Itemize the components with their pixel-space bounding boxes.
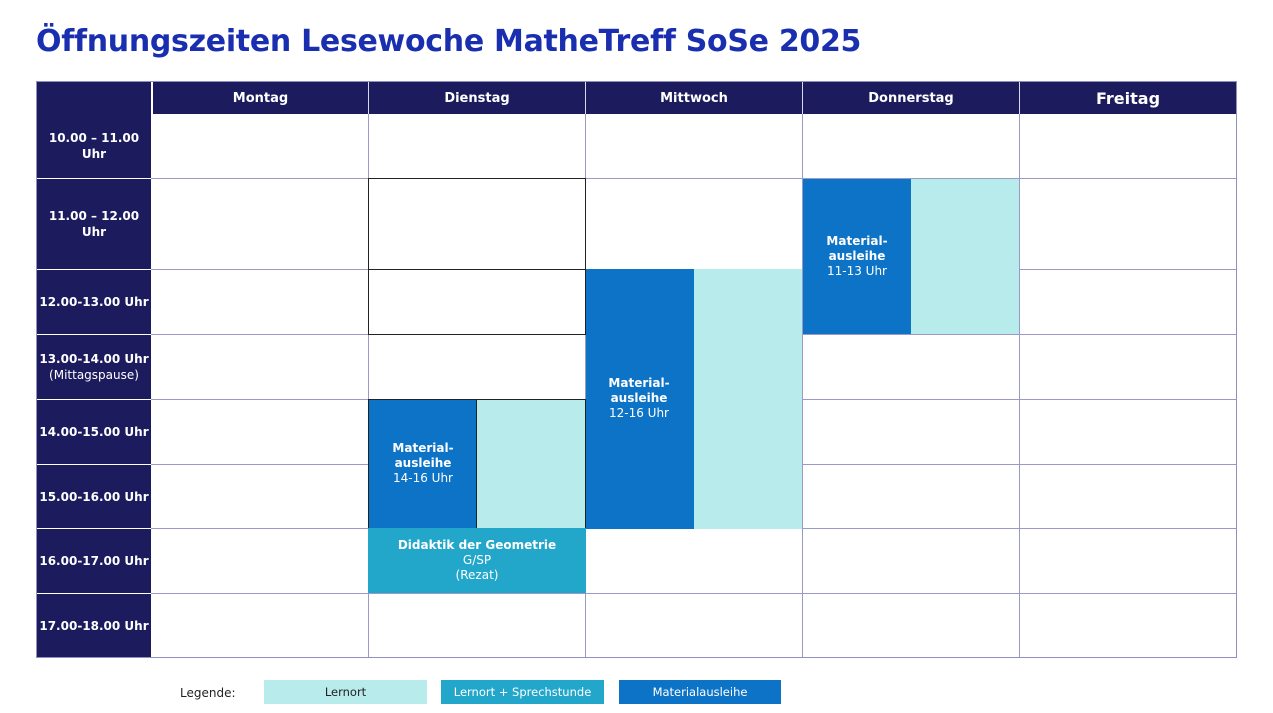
legend-materialausleihe: Materialausleihe bbox=[619, 680, 781, 704]
time-label: 10.00 – 11.00 Uhr bbox=[37, 114, 151, 178]
time-label: 14.00-15.00 Uhr bbox=[37, 399, 151, 464]
time-label: 13.00-14.00 Uhr (Mittagspause) bbox=[37, 334, 151, 399]
time-label: 12.00-13.00 Uhr bbox=[37, 269, 151, 334]
event-lernort-dienstag[interactable] bbox=[476, 399, 586, 529]
schedule-grid bbox=[36, 81, 1237, 658]
grid-line bbox=[151, 178, 1236, 179]
day-header-freitag: Freitag bbox=[1019, 82, 1236, 114]
event-label: Material- ausleihe 12-16 Uhr bbox=[608, 376, 670, 420]
day-header-donnerstag: Donnerstag bbox=[802, 82, 1019, 114]
day-header-dienstag: Dienstag bbox=[368, 82, 585, 114]
legend-lernort: Lernort bbox=[264, 680, 427, 704]
time-label: 15.00-16.00 Uhr bbox=[37, 464, 151, 528]
time-label: 16.00-17.00 Uhr bbox=[37, 528, 151, 593]
corner-header bbox=[37, 82, 151, 114]
page-title: Öffnungszeiten Lesewoche MatheTreff SoSe 2025 bbox=[36, 24, 862, 59]
outlined-cell bbox=[368, 178, 586, 270]
day-header-mittwoch: Mittwoch bbox=[585, 82, 802, 114]
event-label: Material- ausleihe 14-16 Uhr bbox=[392, 441, 454, 485]
legend-lernort-sprechstunde: Lernort + Sprechstunde bbox=[441, 680, 604, 704]
grid-line bbox=[1019, 114, 1020, 657]
legend-label: Legende: bbox=[180, 686, 236, 700]
event-lernort-donnerstag[interactable] bbox=[911, 179, 1019, 334]
grid-line bbox=[151, 593, 1236, 594]
event-lernort-mittwoch[interactable] bbox=[694, 269, 802, 529]
event-label: Material- ausleihe 11-13 Uhr bbox=[826, 234, 888, 278]
time-label: 17.00-18.00 Uhr bbox=[37, 593, 151, 657]
outlined-cell bbox=[368, 269, 586, 335]
time-label: 11.00 – 12.00 Uhr bbox=[37, 178, 151, 269]
event-label: Didaktik der Geometrie G/SP (Rezat) bbox=[397, 538, 557, 582]
day-header-montag: Montag bbox=[151, 82, 368, 114]
